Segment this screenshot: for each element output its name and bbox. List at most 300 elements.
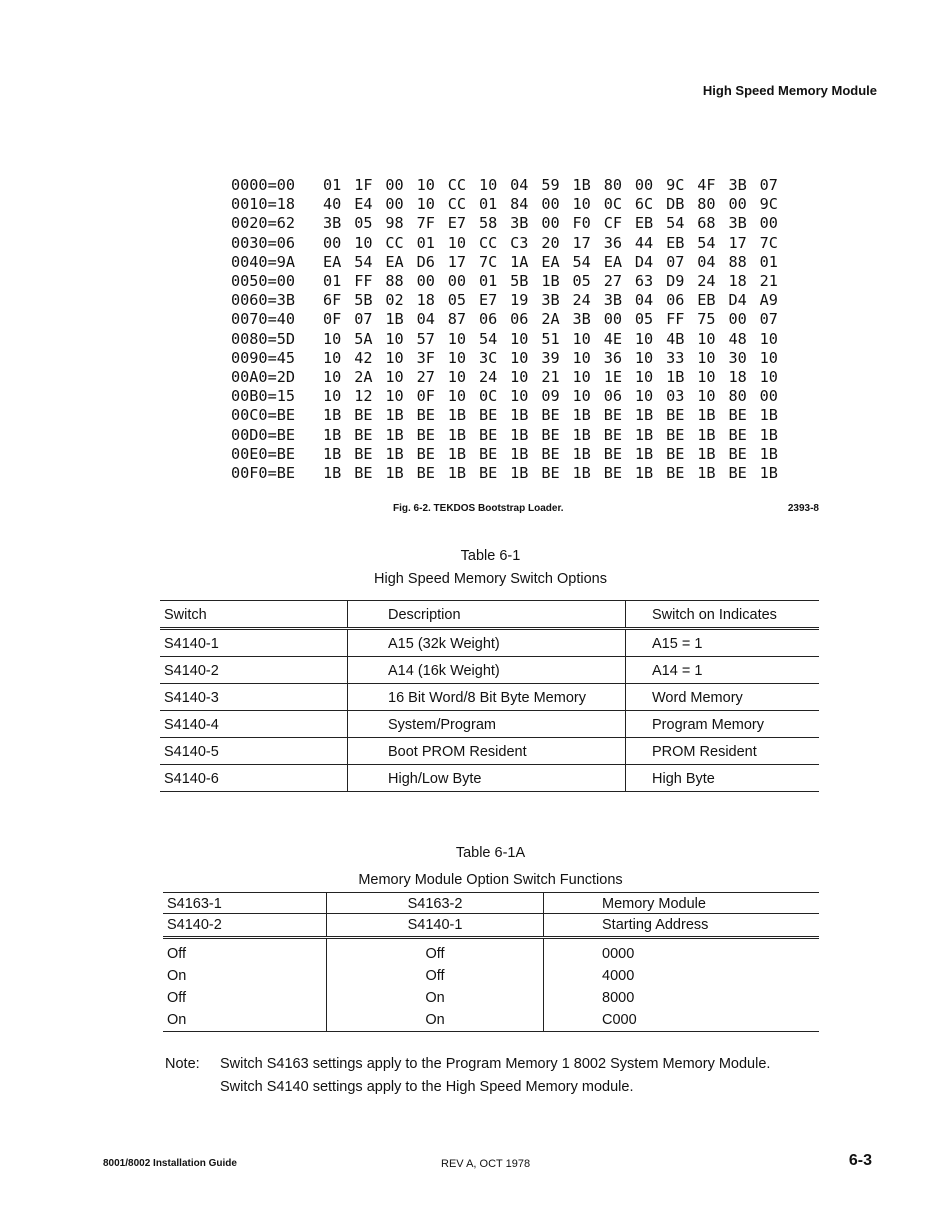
- hex-byte: 17: [728, 233, 747, 252]
- hex-byte: 1B: [572, 425, 591, 444]
- hex-byte: 07: [759, 176, 778, 194]
- table-cell: Off: [327, 965, 544, 987]
- hex-byte: 98: [385, 214, 404, 233]
- hex-byte: 10: [447, 329, 467, 348]
- hex-byte: F0: [572, 214, 591, 233]
- hex-byte: 17: [572, 233, 591, 252]
- hex-byte: 27: [416, 368, 435, 387]
- figure-caption: Fig. 6-2. TEKDOS Bootstrap Loader.: [393, 503, 564, 514]
- hex-byte: CC: [447, 195, 467, 214]
- hex-address: 0070=40: [231, 310, 296, 329]
- hex-byte: 01: [416, 233, 435, 252]
- table-row: [163, 987, 819, 1009]
- hex-byte: 1B: [323, 444, 342, 463]
- hex-row: [231, 214, 821, 233]
- hex-byte: 01: [323, 272, 342, 291]
- hex-byte: 1B: [572, 464, 591, 483]
- hex-byte: 1B: [323, 464, 342, 483]
- hex-byte: 3F: [416, 348, 435, 367]
- table-row: [160, 738, 819, 765]
- hex-byte: 9C: [666, 176, 685, 194]
- hex-byte: 0F: [323, 310, 342, 329]
- hex-byte: 40: [323, 195, 342, 214]
- hex-byte: 10: [759, 368, 778, 387]
- hex-byte: 1B: [572, 176, 591, 194]
- hex-byte: 4F: [697, 176, 716, 194]
- hex-byte: 10: [697, 348, 716, 367]
- hex-byte: 10: [416, 176, 435, 194]
- hex-byte: 7F: [416, 214, 435, 233]
- hex-byte: BE: [354, 464, 373, 483]
- hex-byte: 00: [385, 176, 404, 194]
- hex-row: [231, 445, 821, 464]
- hex-byte: 48: [728, 329, 747, 348]
- hex-byte: CC: [447, 176, 467, 194]
- hex-address: 0000=00: [231, 176, 296, 194]
- hex-byte: 10: [510, 348, 529, 367]
- table-cell: 0000: [544, 938, 820, 966]
- hex-byte: E7: [447, 214, 467, 233]
- hex-byte: 00: [385, 195, 404, 214]
- hex-byte: 1B: [759, 444, 778, 463]
- table-cell: S4140-6: [160, 765, 348, 792]
- hex-byte: 1B: [510, 464, 529, 483]
- column-header: S4163-1: [163, 893, 327, 914]
- hex-byte: 88: [728, 252, 747, 271]
- hex-byte: 27: [603, 272, 622, 291]
- hex-row: [231, 176, 821, 195]
- hex-byte: 0C: [478, 387, 498, 406]
- hex-byte: 6F: [323, 291, 342, 310]
- table-cell: A15 (32k Weight): [348, 629, 626, 657]
- hex-byte: E7: [478, 291, 498, 310]
- hex-row: [231, 349, 821, 368]
- hex-byte: 10: [759, 348, 778, 367]
- hex-row: [231, 272, 821, 291]
- page-number: 6-3: [848, 1152, 872, 1169]
- table-cell: S4140-2: [160, 657, 348, 684]
- hex-byte: 10: [634, 329, 654, 348]
- hex-byte: EB: [697, 291, 716, 310]
- hex-byte: BE: [541, 444, 560, 463]
- hex-byte: 10: [697, 329, 716, 348]
- hex-byte: CC: [478, 233, 498, 252]
- hex-byte: 10: [572, 368, 591, 387]
- hex-byte: D4: [728, 291, 747, 310]
- table-row: [163, 938, 819, 966]
- hex-byte: 1B: [759, 464, 778, 483]
- note: [165, 1053, 785, 1099]
- hex-byte: 10: [323, 368, 342, 387]
- hex-byte: 05: [354, 214, 373, 233]
- hex-byte: 1B: [697, 444, 716, 463]
- hex-byte: BE: [416, 444, 435, 463]
- hex-byte: 5A: [354, 329, 373, 348]
- hex-byte: 10: [385, 387, 404, 406]
- hex-byte: 10: [447, 387, 467, 406]
- switch-functions-table: [163, 892, 819, 1032]
- hex-byte: 10: [510, 329, 529, 348]
- hex-byte: 04: [416, 310, 435, 329]
- hex-byte: 1B: [697, 406, 716, 425]
- hex-byte: 3C: [478, 348, 498, 367]
- hex-byte: 80: [728, 387, 747, 406]
- hex-byte: 1B: [385, 464, 404, 483]
- hex-byte: 54: [697, 233, 716, 252]
- hex-byte: 9C: [759, 195, 778, 214]
- hex-byte: 17: [447, 252, 467, 271]
- hex-byte: 01: [759, 252, 778, 271]
- hex-byte: FF: [666, 310, 685, 329]
- hex-byte: BE: [478, 444, 498, 463]
- table-cell: A14 (16k Weight): [348, 657, 626, 684]
- hex-byte: 1B: [447, 406, 467, 425]
- hex-byte: BE: [666, 425, 685, 444]
- table-row: [160, 711, 819, 738]
- hex-byte: BE: [354, 425, 373, 444]
- table-cell: S4140-3: [160, 684, 348, 711]
- hex-byte: 80: [603, 176, 622, 194]
- hex-row: [231, 253, 821, 272]
- table-cell: S4140-4: [160, 711, 348, 738]
- hex-byte: 04: [634, 291, 654, 310]
- table-cell: 4000: [544, 965, 820, 987]
- hex-byte: 39: [541, 348, 560, 367]
- hex-byte: 3B: [728, 176, 747, 194]
- hex-byte: 10: [385, 368, 404, 387]
- table-cell: C000: [544, 1009, 820, 1032]
- hex-byte: EA: [603, 252, 622, 271]
- hex-byte: 54: [572, 252, 591, 271]
- hex-byte: 00: [759, 387, 778, 406]
- hex-byte: BE: [728, 425, 747, 444]
- hex-byte: DB: [666, 195, 685, 214]
- column-header: Switch on Indicates: [626, 601, 820, 629]
- table-row: [160, 629, 819, 657]
- hex-byte: 09: [541, 387, 560, 406]
- hex-address: 00E0=BE: [231, 444, 296, 463]
- hex-byte: 10: [510, 368, 529, 387]
- hex-byte: BE: [666, 464, 685, 483]
- hex-row: [231, 426, 821, 445]
- hex-byte: 54: [478, 329, 498, 348]
- hex-address: 00D0=BE: [231, 425, 296, 444]
- hex-byte: 18: [728, 368, 747, 387]
- hex-byte: BE: [603, 444, 622, 463]
- hex-byte: 06: [603, 387, 622, 406]
- hex-byte: 10: [634, 368, 654, 387]
- hex-byte: D4: [634, 252, 654, 271]
- hex-byte: 1B: [759, 406, 778, 425]
- table-cell: Off: [327, 938, 544, 966]
- hex-address: 0020=62: [231, 214, 296, 233]
- table2-subtitle: Memory Module Option Switch Functions: [358, 872, 623, 888]
- hex-byte: 7C: [759, 233, 778, 252]
- hex-byte: BE: [416, 406, 435, 425]
- table-cell: Off: [163, 938, 327, 966]
- table-cell: Boot PROM Resident: [348, 738, 626, 765]
- hex-byte: CF: [603, 214, 622, 233]
- table2-title: Table 6-1A: [455, 845, 526, 861]
- hex-byte: 3B: [510, 214, 529, 233]
- hex-byte: 1B: [447, 444, 467, 463]
- table-cell: On: [327, 1009, 544, 1032]
- hex-byte: 06: [478, 310, 498, 329]
- hex-byte: 02: [385, 291, 404, 310]
- hex-byte: 36: [603, 348, 622, 367]
- hex-address: 0030=06: [231, 233, 296, 252]
- hex-byte: 1E: [603, 368, 622, 387]
- table-cell: On: [167, 968, 187, 984]
- table-cell: 8000: [544, 987, 820, 1009]
- hex-byte: BE: [666, 406, 685, 425]
- hex-byte: 10: [572, 329, 591, 348]
- hex-byte: BE: [354, 444, 373, 463]
- hex-byte: CC: [385, 233, 404, 252]
- hex-byte: 12: [354, 387, 373, 406]
- hex-byte: 05: [447, 291, 467, 310]
- hex-byte: 57: [416, 329, 435, 348]
- hex-byte: 1B: [541, 272, 560, 291]
- hex-byte: 10: [385, 329, 404, 348]
- hex-byte: D9: [666, 272, 685, 291]
- hex-byte: BE: [478, 406, 498, 425]
- hex-address: 0080=5D: [231, 329, 296, 348]
- hex-byte: 42: [354, 348, 373, 367]
- hex-byte: 10: [697, 368, 716, 387]
- hex-byte: 1B: [572, 406, 591, 425]
- hex-byte: 04: [697, 252, 716, 271]
- hex-byte: BE: [541, 406, 560, 425]
- hex-byte: 1B: [697, 464, 716, 483]
- hex-byte: 10: [354, 233, 373, 252]
- table-cell: High Byte: [626, 765, 820, 792]
- note-label: Note:: [165, 1056, 200, 1072]
- hex-byte: EB: [666, 233, 685, 252]
- hex-byte: 2A: [541, 310, 560, 329]
- table-row: [160, 684, 819, 711]
- hex-byte: 4B: [666, 329, 685, 348]
- hex-byte: 88: [385, 272, 404, 291]
- hex-byte: 3B: [728, 214, 747, 233]
- hex-byte: 1B: [385, 444, 404, 463]
- figure-number: 2393-8: [787, 503, 819, 514]
- hex-byte: 24: [572, 291, 591, 310]
- hex-byte: 07: [759, 310, 778, 329]
- hex-byte: 1A: [510, 252, 529, 271]
- hex-byte: 10: [572, 195, 591, 214]
- hex-byte: BE: [728, 444, 747, 463]
- table-row: [160, 765, 819, 792]
- hex-byte: 21: [759, 272, 778, 291]
- hex-byte: BE: [603, 406, 622, 425]
- hex-byte: 1B: [634, 406, 654, 425]
- table-cell: 16 Bit Word/8 Bit Byte Memory: [348, 684, 626, 711]
- hex-address: 00A0=2D: [231, 368, 296, 387]
- hex-byte: 3B: [603, 291, 622, 310]
- hex-byte: 10: [634, 348, 654, 367]
- column-header: S4140-1: [327, 914, 544, 938]
- table-cell: A14 = 1: [626, 657, 820, 684]
- hex-byte: 30: [728, 348, 747, 367]
- hex-row: [231, 291, 821, 310]
- hex-byte: 1B: [634, 425, 654, 444]
- hex-row: [231, 368, 821, 387]
- table1-title: Table 6-1: [460, 548, 521, 564]
- hex-byte: 44: [634, 233, 654, 252]
- hex-byte: 1B: [323, 425, 342, 444]
- hex-byte: BE: [541, 425, 560, 444]
- hex-byte: 3B: [572, 310, 591, 329]
- hex-address: 00C0=BE: [231, 406, 296, 425]
- hex-byte: BE: [541, 464, 560, 483]
- hex-byte: 10: [323, 329, 342, 348]
- table-cell: S4140-5: [160, 738, 348, 765]
- hex-byte: 05: [572, 272, 591, 291]
- hex-byte: 33: [666, 348, 685, 367]
- hex-byte: 01: [323, 176, 342, 194]
- footer-revision: REV A, OCT 1978: [441, 1158, 531, 1170]
- note-text: Switch S4163 settings apply to the Program Memory 1 8002 System Memory Module. Switch S4140 settings apply to the High Speed Memory module.: [220, 1056, 771, 1095]
- column-header: Description: [348, 601, 626, 629]
- hex-byte: 54: [354, 252, 373, 271]
- table-cell: System/Program: [348, 711, 626, 738]
- hex-byte: 75: [697, 310, 716, 329]
- table-cell: On: [163, 1009, 327, 1032]
- hex-byte: 7C: [478, 252, 498, 271]
- hex-byte: 10: [447, 233, 467, 252]
- column-header: Memory Module: [544, 893, 820, 914]
- table-cell: A15 = 1: [626, 629, 820, 657]
- hex-byte: 1B: [385, 425, 404, 444]
- hex-byte: 1B: [510, 444, 529, 463]
- hex-byte: 4E: [603, 329, 622, 348]
- table-cell: PROM Resident: [626, 738, 820, 765]
- hex-byte: 10: [323, 348, 342, 367]
- hex-byte: 1B: [323, 406, 342, 425]
- table-cell: S4140-1: [160, 629, 348, 657]
- table-cell: High/Low Byte: [348, 765, 626, 792]
- table1-subtitle: High Speed Memory Switch Options: [374, 571, 607, 587]
- hex-row: [231, 310, 821, 329]
- hex-byte: 10: [510, 387, 529, 406]
- hex-byte: 36: [603, 233, 622, 252]
- column-header: S4140-2: [163, 914, 327, 938]
- hex-byte: 1B: [634, 464, 654, 483]
- table-row: [163, 1009, 819, 1032]
- hex-byte: 3B: [541, 291, 560, 310]
- table-header-row: [163, 893, 819, 914]
- hex-address: 00F0=BE: [231, 464, 296, 483]
- hex-byte: 1B: [697, 425, 716, 444]
- hex-address: 0010=18: [231, 195, 296, 214]
- table-row: [160, 657, 819, 684]
- hex-byte: 00: [541, 214, 560, 233]
- hex-byte: 10: [759, 329, 778, 348]
- hex-byte: 07: [354, 310, 373, 329]
- hex-byte: BE: [728, 406, 747, 425]
- hex-byte: 21: [541, 368, 560, 387]
- hex-byte: EB: [634, 214, 654, 233]
- hex-row: [231, 234, 821, 253]
- hex-byte: 5B: [354, 291, 373, 310]
- hex-byte: 6C: [634, 195, 654, 214]
- running-header: High Speed Memory Module: [702, 83, 877, 98]
- hex-byte: E4: [354, 195, 373, 214]
- hex-address: 0050=00: [231, 272, 296, 291]
- hex-byte: BE: [416, 464, 435, 483]
- hex-byte: 10: [478, 176, 498, 194]
- hex-byte: BE: [478, 464, 498, 483]
- hex-byte: 1B: [759, 425, 778, 444]
- hex-byte: BE: [354, 406, 373, 425]
- hex-byte: EA: [541, 252, 560, 271]
- hex-byte: EA: [323, 252, 342, 271]
- hex-byte: 00: [541, 195, 560, 214]
- hex-byte: 84: [510, 195, 529, 214]
- hex-byte: 1B: [447, 425, 467, 444]
- hex-byte: 06: [510, 310, 529, 329]
- hex-byte: 80: [697, 195, 716, 214]
- hex-byte: 07: [666, 252, 685, 271]
- hex-byte: 0C: [603, 195, 622, 214]
- hex-byte: 18: [728, 272, 747, 291]
- hex-byte: 10: [634, 387, 654, 406]
- hex-byte: 59: [541, 176, 560, 194]
- hex-byte: 63: [634, 272, 654, 291]
- hex-byte: 1B: [447, 464, 467, 483]
- hex-byte: 00: [603, 310, 622, 329]
- hex-byte: BE: [728, 464, 747, 483]
- table-cell: Off: [167, 990, 187, 1006]
- hex-byte: 54: [666, 214, 685, 233]
- hex-address: 0060=3B: [231, 291, 296, 310]
- hex-byte: 5B: [510, 272, 529, 291]
- hex-row: [231, 195, 821, 214]
- hex-byte: 1B: [510, 425, 529, 444]
- hex-byte: 10: [697, 387, 716, 406]
- footer-document-title: 8001/8002 Installation Guide: [103, 1158, 237, 1169]
- table-header-row: [163, 914, 819, 938]
- hex-byte: 10: [447, 348, 467, 367]
- hex-byte: 1B: [666, 368, 685, 387]
- hex-byte: BE: [478, 425, 498, 444]
- hex-byte: 01: [478, 272, 498, 291]
- hex-byte: 20: [541, 233, 560, 252]
- hex-byte: 51: [541, 329, 560, 348]
- hex-byte: 1B: [510, 406, 529, 425]
- hex-byte: 10: [572, 348, 591, 367]
- hex-byte: 03: [666, 387, 685, 406]
- hex-byte: BE: [603, 425, 622, 444]
- hex-row: [231, 330, 821, 349]
- hex-byte: 24: [697, 272, 716, 291]
- hex-byte: EA: [385, 252, 404, 271]
- hex-byte: 58: [478, 214, 498, 233]
- hex-byte: 00: [447, 272, 467, 291]
- hex-row: [231, 387, 821, 406]
- hex-byte: 00: [728, 310, 747, 329]
- hex-byte: 10: [572, 387, 591, 406]
- hex-byte: BE: [666, 444, 685, 463]
- column-header: Switch: [160, 601, 348, 629]
- hex-byte: 1B: [385, 406, 404, 425]
- hex-byte: 1F: [354, 176, 373, 194]
- hex-byte: 68: [697, 214, 716, 233]
- hex-byte: 10: [416, 195, 435, 214]
- hex-byte: BE: [603, 464, 622, 483]
- hex-byte: 01: [478, 195, 498, 214]
